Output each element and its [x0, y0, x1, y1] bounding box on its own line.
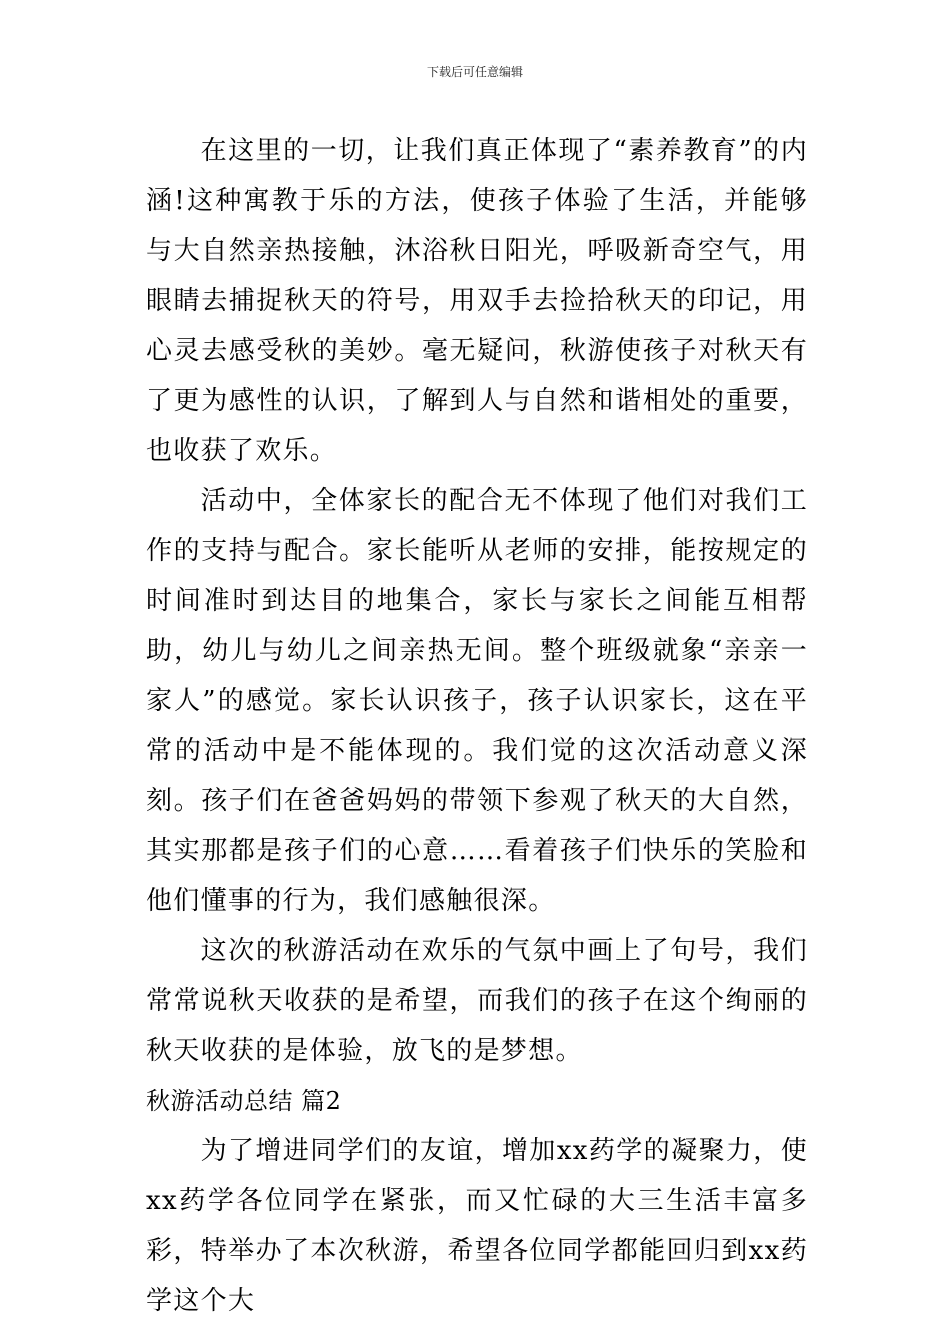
page-header-note: 下载后可任意编辑 [426, 65, 523, 79]
section-paragraph-1: 为了增进同学们的友谊，增加xx药学的凝聚力，使xx药学各位同学在紧张，而又忙碌的大三生活丰富多彩，特举办了本次秋游，希望各位同学都能回归到xx药学这个大 [146, 1136, 808, 1316]
section-title: 秋游活动总结 篇2 [146, 1087, 342, 1115]
paragraph-1: 在这里的一切，让我们真正体现了“素养教育”的内涵!这种寓教于乐的方法，使孩子体验了生活，并能够与大自然亲热接触，沐浴秋日阳光，呼吸新奇空气，用眼睛去捕捉秋天的符号，用双手去捡拾秋天的印记，用心灵去感受秋的美妙。毫无疑问，秋游使孩子对秋天有了更为感性的认识，了解到人与自然和谐相处的重要，也收获了欢乐。 [146, 136, 808, 466]
paragraph-3: 这次的秋游活动在欢乐的气氛中画上了句号，我们常常说秋天收获的是希望，而我们的孩子在这个绚丽的秋天收获的是体验，放飞的是梦想。 [146, 936, 808, 1066]
document-body [146, 126, 808, 1326]
paragraph-2: 活动中，全体家长的配合无不体现了他们对我们工作的支持与配合。家长能听从老师的安排，能按规定的时间准时到达目的地集合，家长与家长之间能互相帮助，幼儿与幼儿之间亲热无间。整个班级就象“亲亲一家人”的感觉。家长认识孩子，孩子认识家长，这在平常的活动中是不能体现的。我们觉的这次活动意义深刻。孩子们在爸爸妈妈的带领下参观了秋天的大自然，其实那都是孩子们的心意……看着孩子们快乐的笑脸和他们懂事的行为，我们感触很深。 [146, 486, 808, 916]
